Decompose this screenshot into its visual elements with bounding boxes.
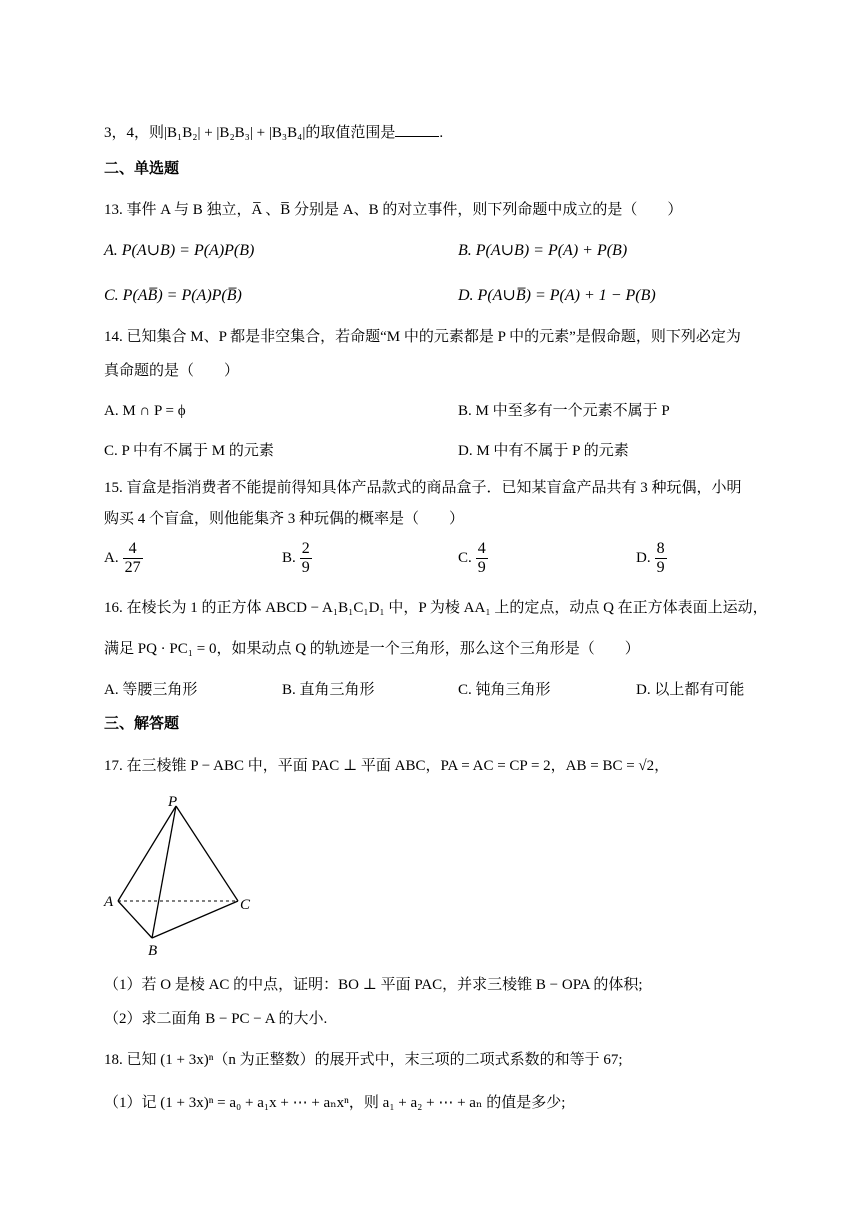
q18-stem: 18. 已知 (1 + 3x)ⁿ（n 为正整数）的展开式中，末三项的二项式系数的和等于 67; bbox=[104, 1052, 623, 1068]
q12-tail bbox=[104, 122, 443, 144]
vertex-label-a: A bbox=[104, 894, 114, 910]
numerator: 4 bbox=[123, 540, 143, 559]
q17-part2: （2）求二面角 B − PC − A 的大小. bbox=[104, 1011, 328, 1027]
q15-option-a-label: A. bbox=[104, 549, 119, 566]
q17-stem: 17. 在三棱锥 P − ABC 中，平面 PAC ⊥ 平面 ABC，PA = AC = CP = 2，AB = BC = √2， bbox=[104, 758, 670, 774]
vertex-label-b: B bbox=[148, 943, 158, 959]
denominator: 27 bbox=[124, 559, 141, 576]
q12-end: . bbox=[439, 125, 444, 141]
section-heading-3: 三、解答题 bbox=[104, 716, 180, 732]
q15-option-b-fraction bbox=[300, 540, 312, 577]
numerator: 8 bbox=[656, 540, 665, 557]
q13-option-b: B. P(A∪B) = P(A) + P(B) bbox=[458, 242, 628, 259]
edge-pc bbox=[176, 806, 238, 901]
q16-option-b: B. 直角三角形 bbox=[282, 682, 375, 698]
q12-tail-text: 3，4，则|B₁B₂| + |B₂B₃| + |B₃B₄|的取值范围是 bbox=[104, 125, 396, 141]
q13-option-c: C. P(AB̅) = P(A)P(B̅) bbox=[104, 287, 242, 304]
q14-line1: 14. 已知集合 M、P 都是非空集合，若命题“M 中的元素都是 P 中的元素”是假命题，则下列必定为 bbox=[104, 329, 741, 345]
q18-part1: （1）记 (1 + 3x)ⁿ = a₀ + a₁x + ⋯ + aₙxⁿ，则 a₁ + a₂ + ⋯ + aₙ 的值是多少; bbox=[104, 1095, 566, 1111]
q15-option-c-label: C. bbox=[458, 549, 472, 566]
q13-option-a: A. P(A∪B) = P(A)P(B) bbox=[104, 242, 255, 259]
edge-bc bbox=[152, 901, 238, 938]
vertex-label-p: P bbox=[168, 794, 178, 810]
q14-option-a: A. M ∩ P = ϕ bbox=[104, 403, 186, 419]
q15-option-c bbox=[458, 540, 488, 577]
edge-ab bbox=[118, 901, 152, 938]
q15-option-d-label: D. bbox=[636, 549, 651, 566]
q15-option-d-fraction bbox=[655, 540, 667, 577]
answer-blank bbox=[395, 122, 439, 137]
numerator: 4 bbox=[477, 540, 486, 557]
q15-option-b bbox=[282, 540, 312, 577]
q16-option-d: D. 以上都有可能 bbox=[636, 682, 745, 698]
q15-option-a bbox=[104, 540, 143, 577]
q13-option-d: D. P(A∪B̅) = P(A) + 1 − P(B) bbox=[458, 287, 656, 304]
section-heading-2: 二、单选题 bbox=[104, 161, 180, 177]
denominator: 9 bbox=[301, 559, 310, 576]
denominator: 9 bbox=[656, 559, 665, 576]
numerator: 2 bbox=[301, 540, 310, 557]
vertex-label-c: C bbox=[240, 897, 251, 913]
q15-line2: 购买 4 个盲盒，则他能集齐 3 种玩偶的概率是（ ） bbox=[104, 511, 465, 527]
denominator: 9 bbox=[477, 559, 486, 576]
q15-option-d bbox=[636, 540, 667, 577]
q15-option-c-fraction bbox=[476, 540, 488, 577]
q16-option-c: C. 钝角三角形 bbox=[458, 682, 551, 698]
q14-line2: 真命题的是（ ） bbox=[104, 363, 240, 379]
q16-option-a: A. 等腰三角形 bbox=[104, 682, 198, 698]
q17-part1: （1）若 O 是棱 AC 的中点，证明：BO ⊥ 平面 PAC，并求三棱锥 B − OPA 的体积; bbox=[104, 977, 643, 993]
q16-line1: 16. 在棱长为 1 的正方体 ABCD − A₁B₁C₁D₁ 中，P 为棱 AA₁ 上的定点，动点 Q 在正方体表面上运动， bbox=[104, 600, 768, 616]
q14-option-d: D. M 中有不属于 P 的元素 bbox=[458, 443, 629, 459]
q16-line2: 满足 PQ · PC₁ = 0，如果动点 Q 的轨迹是一个三角形，那么这个三角形是（ ） bbox=[104, 641, 640, 657]
q13-stem: 13. 事件 A 与 B 独立，A̅ 、B̅ 分别是 A、B 的对立事件，则下列命题中成立的是（ ） bbox=[104, 202, 683, 218]
q15-option-b-label: B. bbox=[282, 549, 296, 566]
q14-option-b: B. M 中至多有一个元素不属于 P bbox=[458, 403, 670, 419]
q15-line1: 15. 盲盒是指消费者不能提前得知具体产品款式的商品盒子．已知某盲盒产品共有 3 种玩偶，小明 bbox=[104, 480, 742, 496]
pyramid-diagram bbox=[100, 790, 270, 960]
q14-option-c: C. P 中有不属于 M 的元素 bbox=[104, 443, 274, 459]
q15-option-a-fraction bbox=[123, 540, 143, 577]
